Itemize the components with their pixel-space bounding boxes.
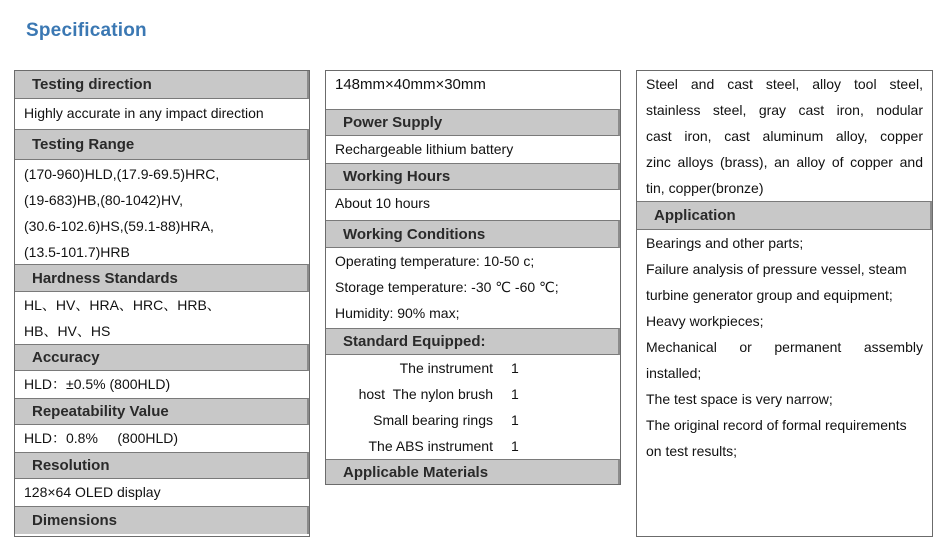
testing-range-header: Testing Range [15,129,309,160]
applicable-materials-header: Applicable Materials [326,459,620,484]
application-line: Heavy workpieces; [646,313,764,329]
repeatability-header: Repeatability Value [15,398,309,425]
working-conditions-list [326,248,620,328]
hardness-standards-line: HB、HV、HS [24,323,111,339]
working-conditions-header: Working Conditions [326,220,620,248]
resolution-value: 128×64 OLED display [24,484,161,500]
testing-range-line: (13.5-101.7)HRB [24,244,130,260]
application-line: on test results; [646,443,738,459]
materials-line: Steel and cast steel, alloy tool steel, [646,76,923,92]
application-header: Application [637,201,932,230]
testing-direction-header: Testing direction [15,71,309,99]
working-conditions-line: Operating temperature: 10-50 c; [335,253,535,269]
working-conditions-line: Storage temperature: -30 ℃ -60 ℃; [335,279,559,295]
equipped-item-qty: 1 [511,438,519,454]
equipped-item-qty: 1 [511,386,519,402]
application-line: turbine generator group and equipment; [646,287,893,303]
application-line: Mechanical or permanent assembly [646,339,923,355]
equipped-item-qty: 1 [511,360,519,376]
testing-range-list [15,160,309,264]
repeatability-value: HLD：0.8% (800HLD) [24,430,179,446]
dimensions-header: Dimensions [15,506,309,534]
working-conditions-line: Humidity: 90% max; [335,305,460,321]
equipped-item-name: host The nylon brush [358,386,493,402]
testing-range-line: (170-960)HLD,(17.9-69.5)HRC, [24,166,220,182]
materials-line: cast iron, cast aluminum alloy, copper [646,128,923,144]
materials-line: stainless steel, gray cast iron, nodular [646,102,923,118]
spec-column-1 [14,70,310,537]
working-hours-header: Working Hours [326,163,620,190]
hardness-standards-line: HL、HV、HRA、HRC、HRB、 [24,297,221,313]
list-item [326,407,620,433]
hardness-standards-list [15,292,309,344]
list-item [326,433,620,459]
working-hours-value: About 10 hours [335,195,430,211]
equipped-item-name: The instrument [399,360,493,376]
application-line: The test space is very narrow; [646,391,833,407]
accuracy-value: HLD：±0.5% (800HLD) [24,376,171,392]
standard-equipped-header: Standard Equipped: [326,328,620,355]
materials-line: tin, copper(bronze) [646,180,764,196]
dimensions-value: 148mm×40mm×30mm [335,76,486,93]
power-supply-value: Rechargeable lithium battery [335,141,514,157]
list-item [326,355,620,381]
spec-column-3 [636,70,933,537]
standard-equipped-list [326,355,620,459]
equipped-item-name: The ABS instrument [368,438,493,454]
power-supply-header: Power Supply [326,109,620,136]
page-title: Specification [26,20,147,41]
resolution-header: Resolution [15,452,309,479]
application-line: Failure analysis of pressure vessel, steam [646,261,907,277]
hardness-standards-header: Hardness Standards [15,264,309,292]
materials-line: zinc alloys (brass), an alloy of copper and [646,154,923,170]
testing-range-line: (19-683)HB,(80-1042)HV, [24,192,184,208]
list-item [326,381,620,407]
application-line: Bearings and other parts; [646,235,804,251]
application-list [637,230,932,464]
testing-range-line: (30.6-102.6)HS,(59.1-88)HRA, [24,218,214,234]
application-line: The original record of formal requirements [646,417,907,433]
spec-column-2 [325,70,621,485]
equipped-item-name: Small bearing rings [373,412,493,428]
testing-direction-value: Highly accurate in any impact direction [24,105,264,121]
equipped-item-qty: 1 [511,412,519,428]
accuracy-header: Accuracy [15,344,309,371]
application-line: installed; [646,365,702,381]
materials-list [637,71,932,201]
